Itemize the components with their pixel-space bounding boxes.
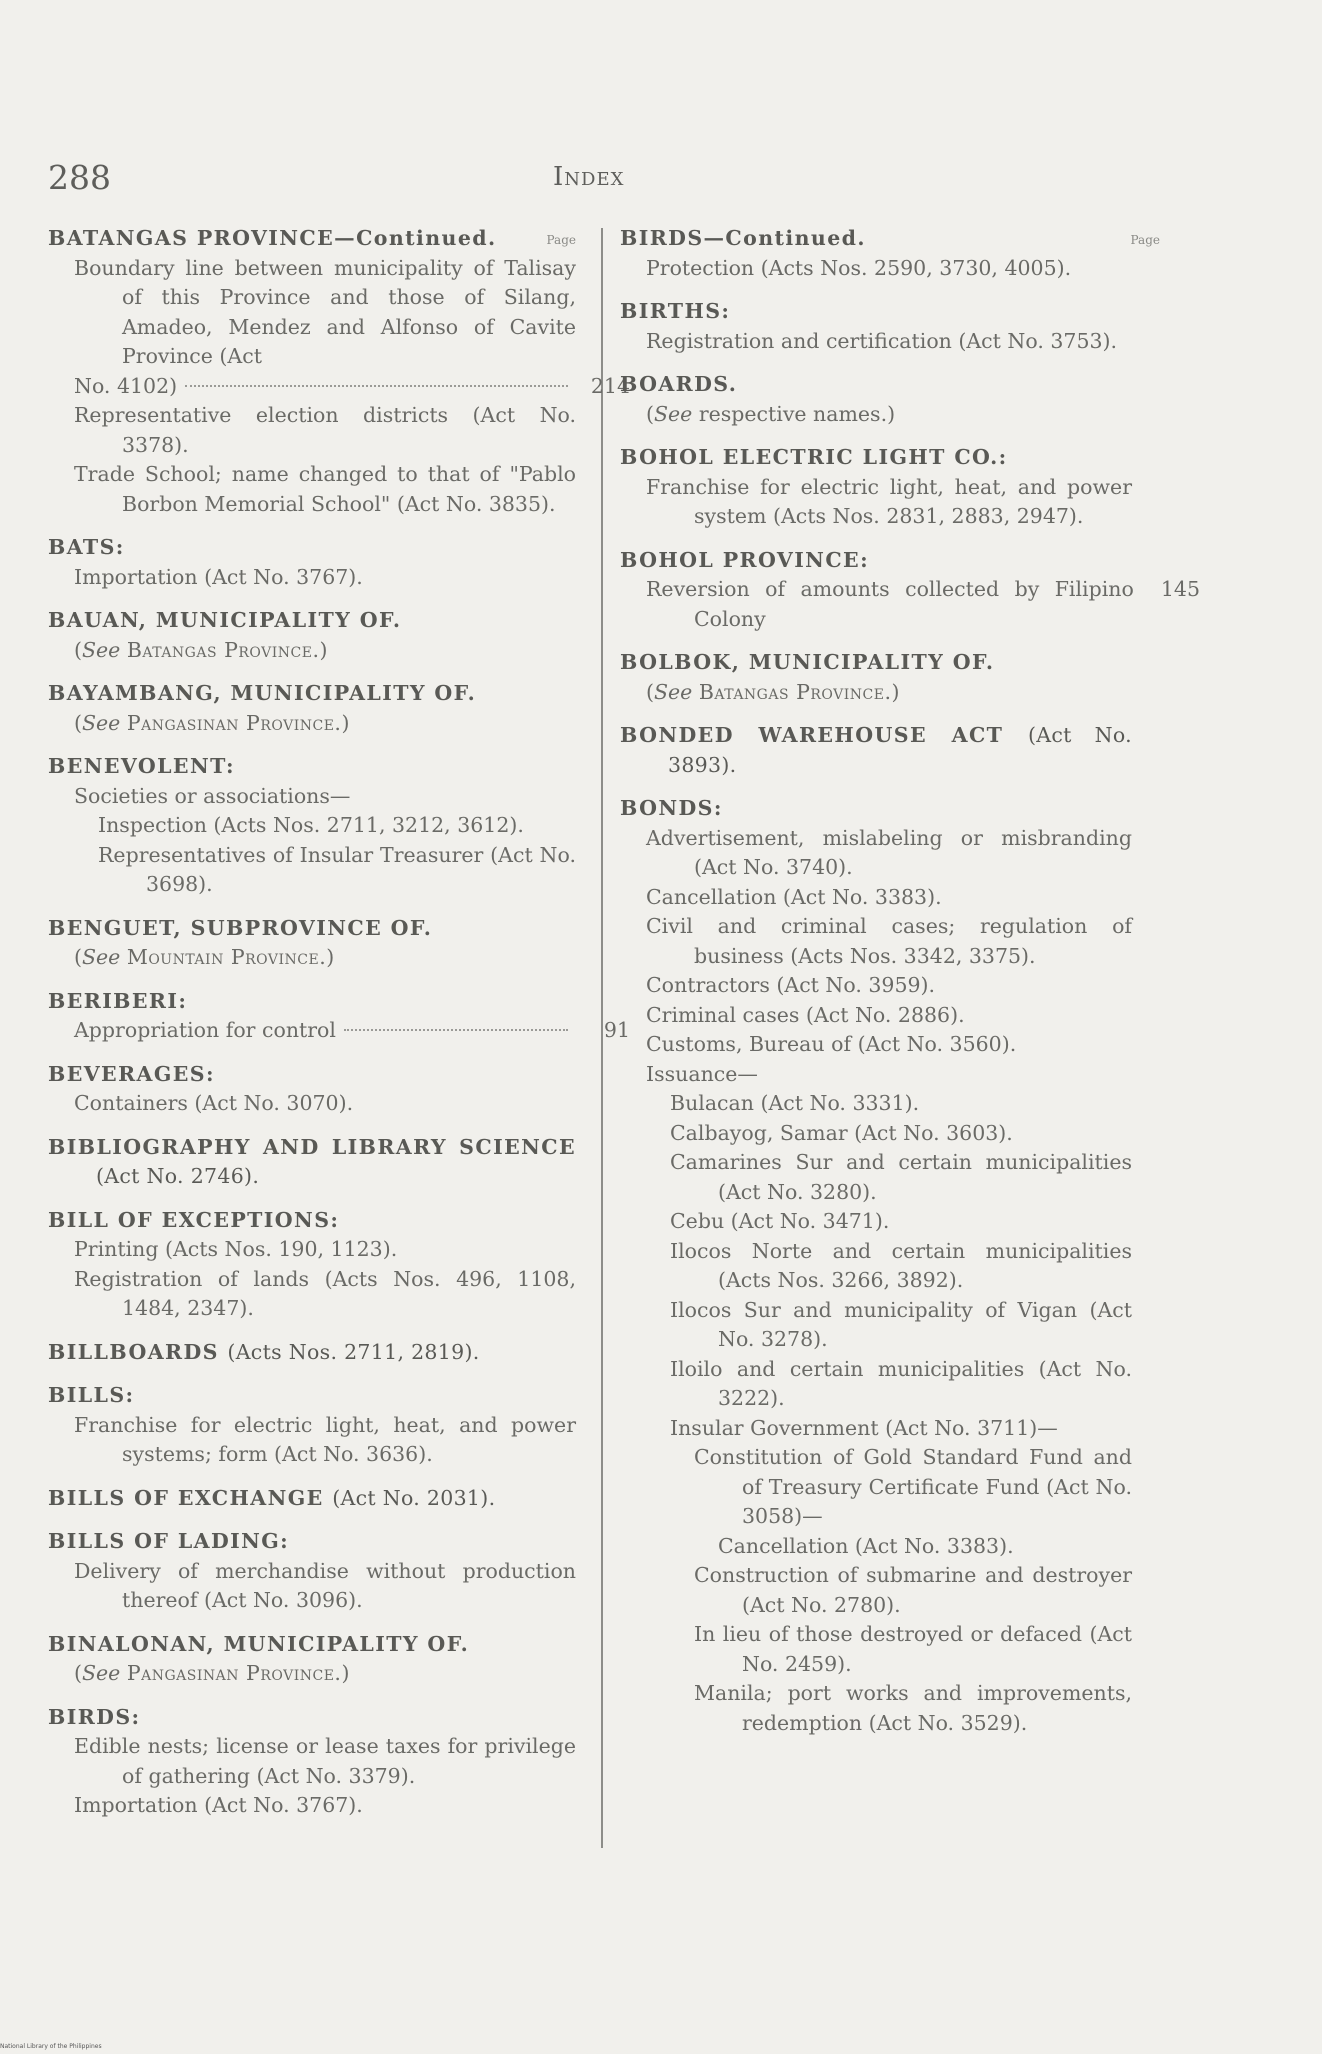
index-entry [48,987,630,1046]
entry-heading: BENGUET, SUBPROVINCE OF. [48,915,433,940]
entry-heading: BIBLIOGRAPHY AND LIBRARY SCIENCE (Act No. 2746). [48,1134,576,1188]
page-header [48,158,1098,198]
entry-subitem: Construction of submarine and destroyer (Act No. 2780). [694,1563,1132,1617]
index-entry [620,721,1132,780]
entry-subitem: Customs, Bureau of (Act No. 3560). [646,1032,1017,1056]
index-column-left [48,224,630,1835]
entry-subitem: Importation (Act No. 3767). [74,1793,363,1817]
entry-subitem: Contractors (Act No. 3959). [646,973,936,997]
entry-subitem: Reversion of amounts collected by Filipino Colony 145 [646,577,1200,631]
entry-subitem: Appropriation for control 91 [48,1016,576,1046]
entry-heading: BERIBERI: [48,988,188,1013]
see-reference: (See Batangas Province.) [74,637,328,662]
entry-heading: BATANGAS PROVINCE—Continued. [48,226,497,250]
entry-heading: BINALONAN, MUNICIPALITY OF. [48,1631,470,1656]
entry-subitem: Societies or associations— [74,783,351,808]
index-entry [620,794,1132,1738]
index-entry [620,648,1132,707]
entry-subitem: Ilocos Sur and municipality of Vigan (Act No. 3278). [670,1297,1132,1351]
entry-subitem: Cebu (Act No. 3471). [670,1209,890,1233]
entry-heading: BATS: [48,535,125,559]
entry-subitem: Insular Government (Act No. 3711)— [670,1415,1058,1440]
entry-subitem: Civil and criminal cases; regulation of business (Acts Nos. 3342, 3375). [646,914,1132,968]
page-reference: 145 [1160,577,1200,601]
page-reference: 91 [603,1018,630,1042]
see-reference: (See Mountain Province.) [74,945,335,969]
entry-subitem: Constitution of Gold Standard Fund and of Treasury Certificate Fund (Act No. 3058)— [694,1445,1132,1528]
index-entry [620,546,1200,635]
page-reference: 214 [590,373,630,398]
index-entry [48,1060,576,1119]
entry-subitem: Cancellation (Act No. 3383). [646,884,942,909]
index-entry [48,1484,576,1514]
entry-subitem: Franchise for electric light, heat, and power system (Acts Nos. 2831, 2883, 2947). [646,474,1132,528]
entry-heading: BILLBOARDS (Acts Nos. 2711, 2819). [48,1339,480,1364]
index-entry [620,443,1132,532]
entry-heading: BIRTHS: [620,299,731,323]
see-reference: (See respective names.) [646,401,896,426]
entry-subitem: Registration of lands (Acts Nos. 496, 1108, 1484, 2347). [74,1266,576,1320]
index-entry [48,1527,576,1616]
entry-heading: BOLBOK, MUNICIPALITY OF. [620,650,995,674]
entry-heading: BILLS OF LADING: [48,1529,290,1553]
index-entry [48,1630,576,1689]
running-title: Index [553,162,625,192]
index-entry [48,224,630,519]
entry-subitem: Containers (Act No. 3070). [74,1091,354,1115]
entry-subitem: Representatives of Insular Treasurer (Act No. 3698). [98,842,576,896]
entry-heading: BAYAMBANG, MUNICIPALITY OF. [48,681,477,705]
entry-subitem: Representative election districts (Act No. 3378). [74,403,576,457]
index-entry [48,1703,576,1821]
entry-subitem: Iloilo and certain municipalities (Act No. 3222). [670,1356,1132,1410]
entry-heading: BILL OF EXCEPTIONS: [48,1207,340,1232]
see-reference: (See Batangas Province.) [646,679,900,704]
see-reference: (See Pangasinan Province.) [74,1661,350,1685]
entry-heading: BENEVOLENT: [48,754,235,778]
index-entry [48,1338,576,1368]
entry-subitem: Cancellation (Act No. 3383). [718,1533,1014,1558]
entry-subitem: Printing (Acts Nos. 190, 1123). [74,1237,398,1261]
entry-subitem: Criminal cases (Act No. 2886). [646,1002,965,1027]
entry-subitem: Inspection (Acts Nos. 2711, 3212, 3612). [98,813,524,837]
footer-credit: National Library of the Philippines [0,2043,102,2050]
index-entry [48,1206,576,1324]
index-entry [48,606,576,665]
entry-subitem: Issuance— [646,1061,758,1086]
entry-subitem: In lieu of those destroyed or defaced (Act No. 2459). [694,1622,1132,1676]
page-column-label: Page [1130,233,1160,247]
index-entry [48,752,576,900]
index-entry [48,1381,576,1470]
index-entry [48,679,576,738]
index-entry [620,297,1132,356]
entry-subitem: Bulacan (Act No. 3331). [670,1091,920,1115]
see-reference: (See Pangasinan Province.) [74,710,350,735]
index-entry [620,370,1132,429]
entry-subitem: Franchise for electric light, heat, and power systems; form (Act No. 3636). [74,1412,576,1466]
entry-heading: BILLS OF EXCHANGE (Act No. 2031). [48,1485,496,1510]
index-entry [48,1133,576,1192]
index-entry [48,533,576,592]
entry-subitem: Importation (Act No. 3767). [74,564,363,589]
entry-subitem: Boundary line between municipality of Talisay of this Province and those of Silang, Amadeo, Mendez and Alfonso of Cavite Province (Act No. 4102) 214 [48,254,576,402]
entry-heading: BOHOL ELECTRIC LIGHT CO.: [620,445,1008,469]
entry-subitem: Edible nests; license or lease taxes for privilege of gathering (Act No. 3379). [74,1734,576,1788]
entry-subitem: Delivery of merchandise without production thereof (Act No. 3096). [74,1558,576,1612]
entry-heading: BONDS: [620,796,723,820]
entry-heading: BILLS: [48,1383,135,1407]
entry-heading: BIRDS—Continued. [620,226,866,250]
entry-heading: BOHOL PROVINCE: [620,547,870,572]
entry-subitem: Calbayog, Samar (Act No. 3603). [670,1120,1013,1145]
page-number: 288 [48,158,111,197]
entry-heading: BONDED WAREHOUSE ACT (Act No. 3893). [620,723,1132,777]
entry-subitem: Ilocos Norte and certain municipalities (Acts Nos. 3266, 3892). [670,1238,1132,1292]
page-column-label: Page [546,233,576,247]
entry-subitem: Protection (Acts Nos. 2590, 3730, 4005). [646,255,1072,280]
entry-subitem: Trade School; name changed to that of "Pablo Borbon Memorial School" (Act No. 3835). [74,462,576,516]
entry-subitem: Camarines Sur and certain municipalities (Act No. 3280). [670,1150,1132,1204]
entry-heading: BEVERAGES: [48,1061,215,1086]
index-entry [620,224,1132,283]
entry-subitem: Advertisement, mislabeling or misbranding (Act No. 3740). [646,825,1132,879]
index-entry [48,914,576,973]
entry-heading: BAUAN, MUNICIPALITY OF. [48,608,402,632]
index-column-right [620,224,1200,1752]
entry-subitem: Registration and certification (Act No. 3753). [646,328,1118,353]
entry-heading: BIRDS: [48,1704,141,1729]
entry-subitem: Manila; port works and improvements, redemption (Act No. 3529). [694,1681,1132,1735]
entry-heading: BOARDS. [620,372,738,396]
